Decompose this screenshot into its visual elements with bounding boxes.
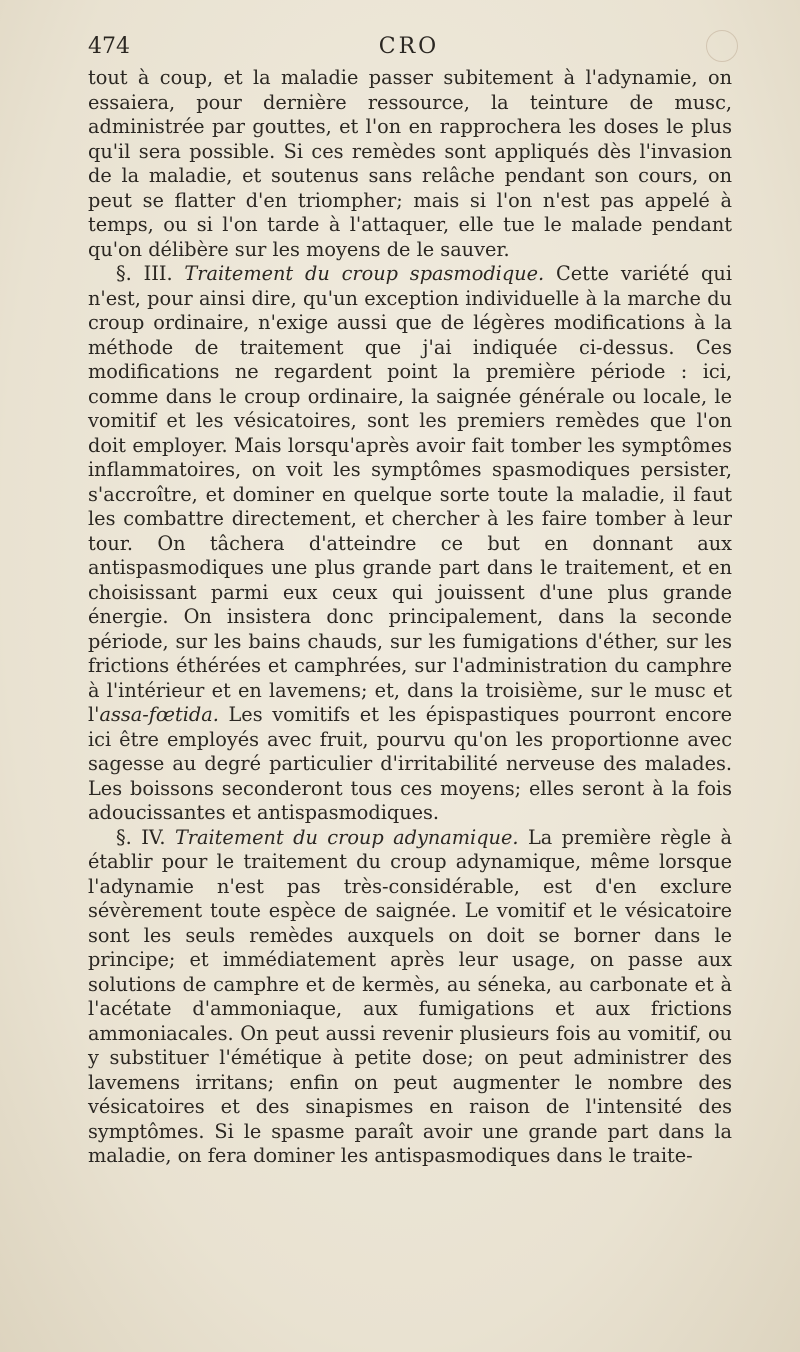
section-iii bbox=[88, 262, 732, 826]
section-iv bbox=[88, 826, 732, 1169]
paragraph-text: Cette variété qui n'est, pour ainsi dire, qu'un exception individuelle à la marche du croup ordinaire, n'exige aussi que de légères modifications à la méthode de traitement que j'ai indiquée ci-dessus. Ces modifications ne regardent point la première période : ici, comme dans le croup ordinaire, la saignée générale ou locale, le vomitif et les vésicatoires, sont les premiers remèdes que l'on doit employer. Mais lorsqu'après avoir fait tomber les symptômes inflammatoires, on voit les symptômes spasmodiques persister, s'accroître, et dominer en quelque sorte toute la maladie, il faut les combattre directement, et chercher à les faire tomber à leur tour. On tâchera d'atteindre ce but en donnant aux antispasmodiques une plus grande part dans le traitement, et en choisissant parmi eux ceux qui jouissent d'une plus grande énergie. On insistera donc principalement, dans la seconde période, sur les bains chauds, sur les fumigations d'éther, sur les frictions éthérées et camphrées, sur l'administration du camphre à l'intérieur et en lavemens; et, dans la troisième, sur le musc et l' bbox=[88, 262, 732, 726]
library-stamp-icon bbox=[706, 30, 738, 62]
section-number: §. III. bbox=[116, 262, 173, 285]
section-number: §. IV. bbox=[116, 825, 166, 849]
paragraph-continuation bbox=[88, 66, 732, 262]
running-head: CRO bbox=[378, 34, 440, 59]
section-heading: Traitement du croup spasmodique. bbox=[184, 262, 545, 285]
paragraph-text-continued: Les vomitifs et les épispastiques pourront encore ici être employés avec fruit, pourvu qu'on les proportionne avec sagesse au degré particulier d'irritabilité nerveuse des malades. Les boissons seconderont tous ces moyens; elles seront à la fois adoucissantes et antispasmodiques. bbox=[88, 703, 732, 824]
paragraph-text: tout à coup, et la maladie passer subitement à l'adynamie, on essaiera, pour dernière ressource, la teinture de musc, administrée par gouttes, et l'on en rapprochera les doses le plus qu'il sera possible. Si ces remèdes sont appliqués dès l'invasion de la maladie, et soutenus sans relâche pendant son cours, on peut se flatter d'en triompher; mais si l'on n'est pas appelé à temps, ou si l'on tarde à l'attaquer, elle tue le malade pendant qu'on délibère sur les moyens de le sauver. bbox=[88, 66, 732, 261]
paragraph-text: La première règle à établir pour le traitement du croup adynamique, même lorsque l'adynamie n'est pas très-considérable, est d'en exclure sévèrement toute espèce de saignée. Le vomitif et le vésicatoire sont les seuls remèdes auxquels on doit se borner dans le principe; et immédiatement après leur usage, on passe aux solutions de camphre et de kermès, au séneka, au carbonate et à l'acétate d'ammoniaque, aux fumigations et aux frictions ammoniacales. On peut aussi revenir plusieurs fois au vomitif, ou y substituer l'émétique à petite dose; on peut administrer des lavemens irritans; enfin on peut augmenter le nombre des vésicatoires et des sinapismes en raison de l'intensité des symptômes. Si le spasme paraît avoir une grande part dans la maladie, on fera dominer les antispasmodiques dans le traite- bbox=[88, 825, 733, 1167]
section-heading: Traitement du croup adynamique. bbox=[174, 825, 519, 849]
italic-term: assa-fœtida. bbox=[99, 703, 219, 726]
page-header bbox=[88, 34, 730, 68]
page-number: 474 bbox=[88, 34, 130, 59]
page-body bbox=[88, 66, 732, 1169]
